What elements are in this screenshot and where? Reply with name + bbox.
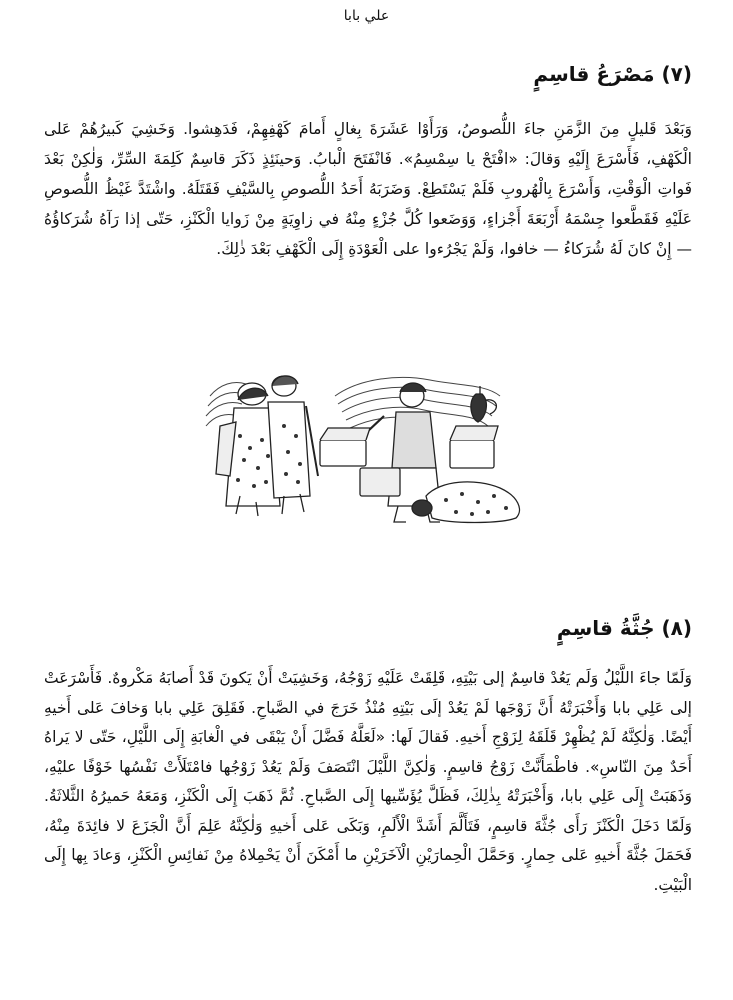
section-body: وَلَمّا جاءَ اللَّيْلُ وَلَم يَعُدْ قاسِمٌ إلى بَيْتِهِ، قَلِقَتْ عَلَيْهِ زَوْجُهُ، وَخَشِيَتْ أَنْ يَكونَ قَدْ أَصابَهُ مَكْروهٌ. فَأَسْرَعَتْ إلى عَلِي بابا وَأَخْبَرَتْهُ أَنَّ زَوْجَها لَمْ يَعُدْ إلَى بَيْتِهِ مُنْذُ خَرَجَ في الصَّباحِ. فَقَلِقَ عَلِي بابا وَخافَ عَلى أَخيهِ أَيْضًا. وَلٰكِنَّهُ لَمْ يُظْهِرْ قَلَقَهُ لِزَوْجِ أَخيهِ. فَقالَ لَها: «لَعَلَّهُ فَضَّلَ أَنْ يَبْقَى في الْغابَةِ إِلَى اللَّيْلِ، حَتّى لا يَراهُ أَحَدٌ مِنَ النّاسِ». فاطْمَأَنَّتْ زَوْجُ قاسِمٍ. وَلٰكِنَّ اللَّيْلَ انْتَصَفَ وَلَمْ يَعُدْ زَوْجُها فامْتَلَأَتْ نَفْسُها خَوْفًا عليْهِ، وَذَهَبَتْ إِلَى عَلِي بابا، وَأَخْبَرَتْهُ بِذٰلِكَ، فَظَلَّ يُؤَسِّيها إِلَى الصَّباحِ. ثُمَّ ذَهَبَ إِلَى الْكَنْزِ، وَمَعَهُ حَميرُهُ الثَّلاثَةُ. وَلَمّا دَخَلَ الْكَنْزَ رَأَى جُثَّةَ قاسِمٍ، فَتَأَلَّمَ أَشَدَّ الْأَلَمِ، وَبَكَى عَلى أَخيهِ وَلٰكِنَّهُ عَلِمَ أَنَّ الْجَزَعَ لا فائِدَةَ مِنْهُ، فَحَمَلَ جُثَّةَ أَخيهِ عَلى حِمارٍ. وَحَمَّلَ الْحِمارَيْنِ الْآخَرَيْنِ ما أَمْكَنَ أَنْ يَحْمِلاهُ مِنْ نَفائِسِ الْكَنْزِ، وَعادَ بِها إِلَى الْبَيْتِ. bbox=[44, 669, 692, 894]
section-qasim-death bbox=[44, 58, 692, 264]
section-qasim-body bbox=[44, 612, 692, 900]
thieves-illustration bbox=[200, 356, 540, 546]
section-title: (٨) جُثَّةُ قاسِمٍ bbox=[556, 616, 692, 640]
running-head: علي بابا bbox=[343, 8, 390, 24]
section-body: وَبَعْدَ قَليلٍ مِنَ الزَّمَنِ جاءَ اللُّصوصُ، وَرَأَوْا عَشَرَةَ بِغالٍ أَمامَ كَهْفِهِمْ، فَدَهِشوا. وَخَشِيَ كَبيرُهُمْ عَلى الْكَهْفِ، فَأَسْرَعَ إِلَيْهِ وَقالَ: «افْتَحْ يا سِمْسِمُ». فَانْفَتَحَ الْبابُ. وَحينَئِذٍ ذَكَرَ قاسِمٌ كَلِمَةَ السِّرِّ، وَلٰكِنْ بَعْدَ فَواتِ الْوَقْتِ، وَأَسْرَعَ بِالْهُروبِ فَلَمْ يَسْتَطِعْ. وَضَرَبَهُ أَحَدُ اللُّصوصِ بِالسَّيْفِ فَقَتَلَهُ. واشْتَدَّ غَيْظُ اللُّصوصِ عَلَيْهِ فَقَطَّعوا جِسْمَهُ أَرْبَعَةَ أَجْزاءٍ، وَوَضَعوا كُلَّ جُزْءٍ مِنْهُ في زاوِيَةٍ مِنْ زَوايا الْكَنْزِ، حَتّى إذا رَآهُ شُرَكاؤُهُ — إِنْ كانَ لَهُ شُرَكاءُ — خافوا، وَلَمْ يَجْرُءوا على الْعَوْدَةِ إِلَى الْكَهْفِ بَعْدَ ذٰلِكَ. bbox=[44, 120, 692, 258]
section-title: (٧) مَصْرَعُ قاسِمٍ bbox=[533, 62, 692, 86]
